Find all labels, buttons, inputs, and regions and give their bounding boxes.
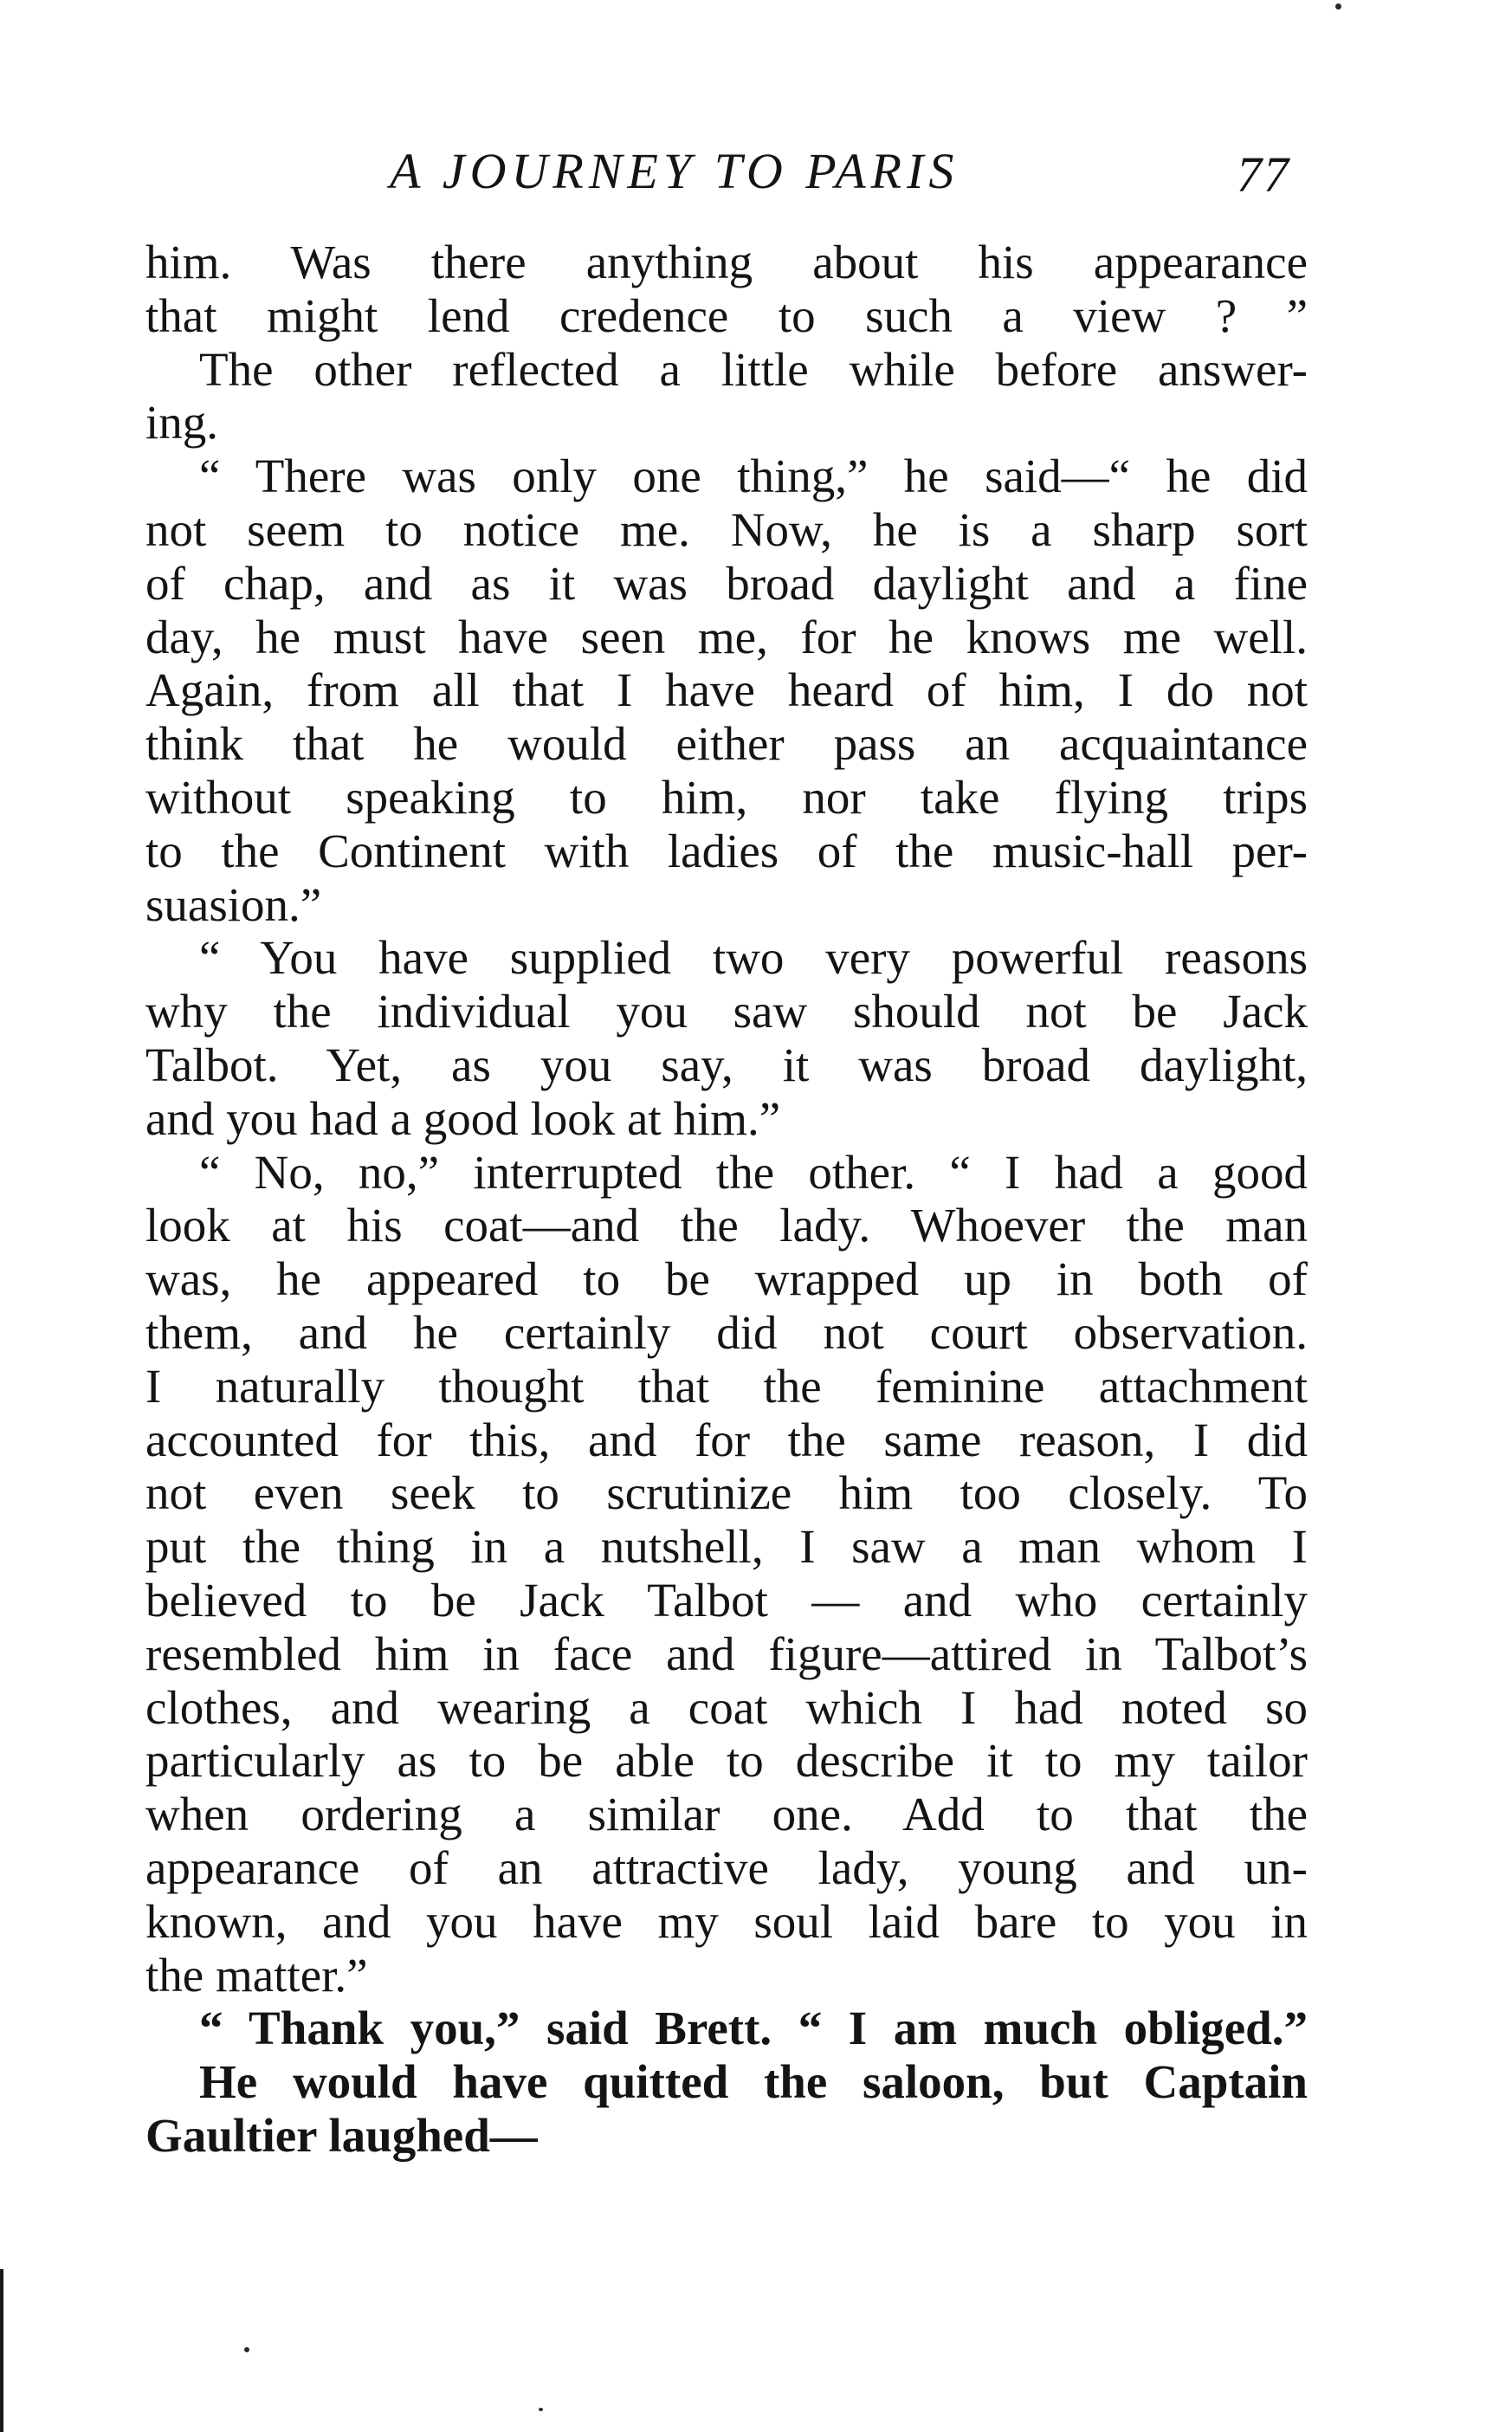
text-line: when ordering a similar one. Add to that the xyxy=(145,1788,1308,1841)
text-line: “ Thank you,” said Brett. “ I am much obliged.” xyxy=(199,2002,1308,2055)
text-line: believed to be Jack Talbot — and who certainly xyxy=(145,1573,1308,1627)
text-line: “ No, no,” interrupted the other. “ I had a good xyxy=(199,1145,1308,1199)
text-line: particularly as to be able to describe it to my tailor xyxy=(145,1734,1308,1788)
text-line: accounted for this, and for the same reason, I did xyxy=(145,1413,1308,1466)
text-line: Talbot. Yet, as you say, it was broad daylight, xyxy=(145,1038,1308,1091)
text-line: appearance of an attractive lady, young and un- xyxy=(145,1840,1308,1894)
ink-speck xyxy=(1335,3,1341,10)
text-line: “ There was only one thing,” he said—“ he did xyxy=(199,450,1308,503)
text-line: was, he appeared to be wrapped up in both of xyxy=(145,1252,1308,1306)
text-line: resembled him in face and figure—attired in Talbot’s xyxy=(145,1627,1308,1680)
text-line: and you had a good look at him.” xyxy=(145,1091,781,1145)
text-line: to the Continent with ladies of the music-hall per- xyxy=(145,824,1308,877)
text-line: The other reflected a little while before answer- xyxy=(199,342,1308,396)
running-title: A JOURNEY TO PARIS xyxy=(390,143,960,199)
text-line: ing. xyxy=(145,396,219,450)
text-line: them, and he certainly did not court observation. xyxy=(145,1305,1308,1359)
text-line: “ You have supplied two very powerful reasons xyxy=(199,931,1308,985)
text-line: known, and you have my soul laid bare to you in xyxy=(145,1894,1308,1948)
text-line: clothes, and wearing a coat which I had noted so xyxy=(145,1680,1308,1734)
running-head xyxy=(0,137,1512,206)
text-line: put the thing in a nutshell, I saw a man whom I xyxy=(145,1520,1308,1574)
page-edge-line xyxy=(0,2269,3,2432)
ink-speck xyxy=(244,2347,249,2352)
text-line: I naturally thought that the feminine attachment xyxy=(145,1359,1308,1413)
body-text xyxy=(145,236,1308,2163)
text-line: Gaultier laughed— xyxy=(145,2108,538,2162)
text-line: that might lend credence to such a view ? ” xyxy=(145,288,1308,342)
text-line: the matter.” xyxy=(145,1948,368,2002)
text-line: think that he would either pass an acquaintance xyxy=(145,717,1308,771)
text-line: look at his coat—and the lady. Whoever the man xyxy=(145,1199,1308,1252)
text-line: why the individual you saw should not be Jack xyxy=(145,985,1308,1038)
text-line: not even seek to scrutinize him too closely. To xyxy=(145,1466,1308,1520)
text-line: He would have quitted the saloon, but Captain xyxy=(199,2055,1308,2109)
page-number: 77 xyxy=(1237,146,1290,203)
text-line: day, he must have seen me, for he knows me well. xyxy=(145,610,1308,663)
text-line: not seem to notice me. Now, he is a sharp sort xyxy=(145,502,1308,556)
text-line: suasion.” xyxy=(145,877,322,931)
text-line: him. Was there anything about his appearance xyxy=(145,236,1308,288)
ink-speck xyxy=(539,2408,543,2411)
text-line: without speaking to him, nor take flying trips xyxy=(145,770,1308,824)
text-line: of chap, and as it was broad daylight and a fine xyxy=(145,556,1308,610)
text-line: Again, from all that I have heard of him, I do not xyxy=(145,663,1308,717)
